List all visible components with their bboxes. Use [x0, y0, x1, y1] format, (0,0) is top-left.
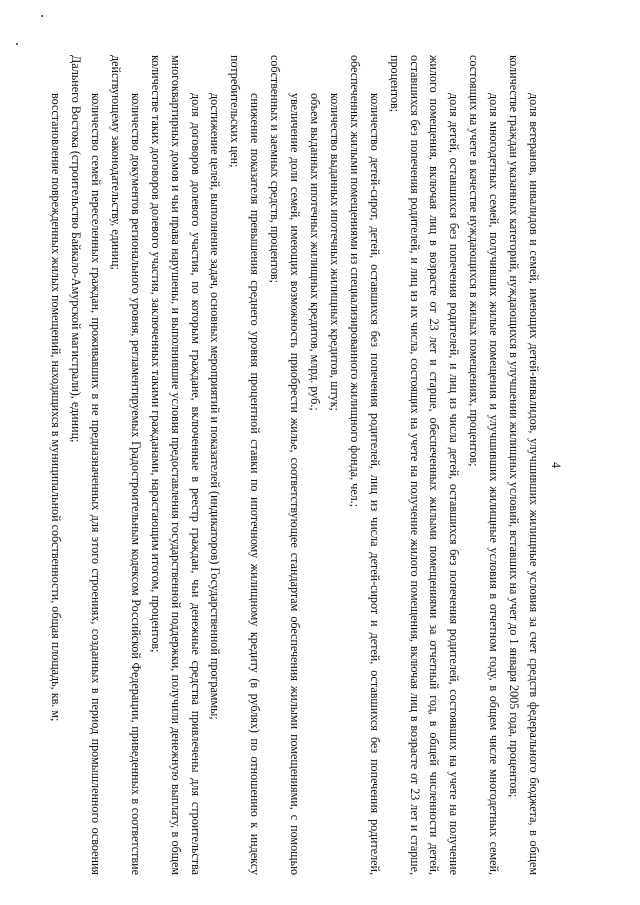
paragraph: количество детей-сирот, детей, оставшихся без попечения родителей, лиц из числа детей-сирот и детей, оставшихся без попечения родителей, обеспеченных жилыми помещениями из специализированного жилищного фонда, чел.;: [347, 55, 382, 875]
paragraph: доля многодетных семей, получивших жилые помещения и улучшивших жилищные условия в отчетном году, в общем числе многодетных семей, состоящих на учете в качестве нуждающихся в жилых помещениях, процентов;: [467, 55, 502, 875]
paragraph: количество документов регионального уровня, регламентируемых Градостроительным кодексом Российской Федерации, приведенных в соответствие действующему законодательству, единиц;: [108, 55, 143, 875]
paragraph: доля договоров долевого участия, по которым граждане, включенные в реестр граждан, чьи денежные средства привлечены для строительства многоквартирных домов и чьи права нарушены, и выполнившие условия предоставления государственной поддержки, получили денежную выплату, в общем количестве таких договоров долевого участия, заключенных такими гражданами, нарастающим итогом, процентов;: [148, 55, 203, 875]
paragraph: восстановление поврежденных жилых помещений, находящихся в муниципальной собственности, общая площадь, кв. м;: [49, 93, 64, 722]
paragraph: доля детей, оставшихся без попечения родителей, и лиц из числа детей, оставшихся без попечения родителей, состоявших на учете на получение жилого помещения, включая лиц в возрасте от 23 лет и старше, обеспеченных жилыми помещениями за отчетный год, в общей численности детей, оставшихся без попечения родителей, и лиц из их числа, состоящих на учете на получение жилого помещения, включая лиц в возрасте от 23 лет и старше, процентов;: [387, 55, 462, 875]
paragraph: снижение показателя превышения среднего уровня процентной ставки по ипотечному жилищному кредиту (в рублях) по отношению к индексу потребительских цен;: [228, 55, 263, 875]
scan-speck: [41, 15, 43, 17]
paragraph: достижение целей, выполнение задач, основных мероприятий и показателей (индикаторов) Государственной программы;: [208, 93, 223, 720]
scan-speck: [16, 43, 18, 45]
paragraph: доля ветеранов, инвалидов и семей, имеющих детей-инвалидов, улучшивших жилищные условия за счет средств федерального бюджета, в общем количестве граждан указанных категорий, нуждающихся в улучшении жилищных условий, вставших на учет до 1 января 2005 года, процентов;: [507, 55, 541, 875]
paragraph: увеличение доли семей, имеющих возможность приобрести жилье, соответствующее стандартам обеспечения жилыми помещениями, с помощью собственных и заемных средств, процентов;: [268, 55, 303, 875]
paragraph: количество выданных ипотечных жилищных кредитов, штук;: [327, 93, 342, 411]
paragraph: количество семей переселенных граждан, проживавших в не предназначенных для этого строениях, созданных в период промышленного освоения Дальнего Востока (строительство Байкало-Амурской магистрали), единиц;: [69, 55, 104, 875]
paragraph: объем выданных ипотечных жилищных кредитов, млрд. руб.;: [308, 93, 323, 411]
page-number: 4: [549, 461, 563, 469]
rotated-text-block: [45, 55, 565, 875]
